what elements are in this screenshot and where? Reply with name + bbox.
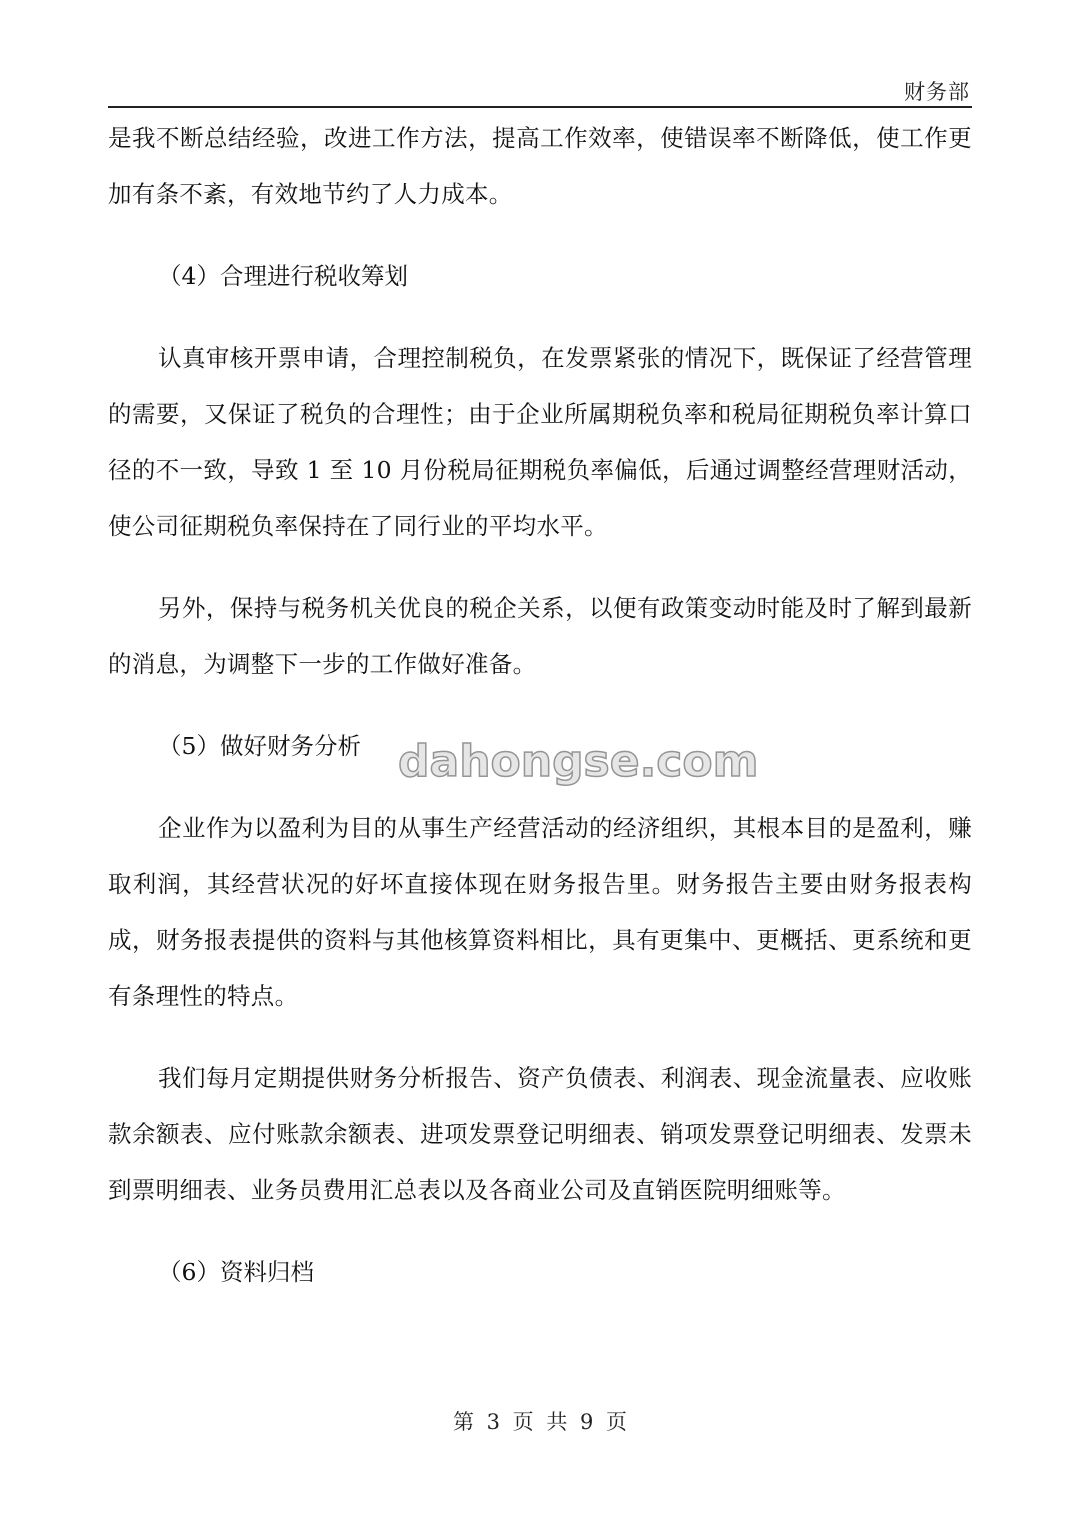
spacer [108, 304, 972, 330]
document-body [108, 110, 972, 1300]
spacer [108, 1024, 972, 1050]
page-number-footer: 第 3 页 共 9 页 [452, 1410, 628, 1434]
paragraph-continuation: 是我不断总结经验，改进工作方法，提高工作效率，使错误率不断降低，使工作更加有条不紊，有效地节约了人力成本。 [108, 124, 972, 208]
spacer [108, 692, 972, 718]
watermark-text: dahongse.com [398, 736, 759, 787]
spacer [108, 1218, 972, 1244]
header-department-label: 财务部 [904, 80, 970, 104]
paragraph-financial-report: 企业作为以盈利为目的从事生产经营活动的经济组织，其根本目的是盈利，赚取利润，其经营状况的好坏直接体现在财务报告里。财务报告主要由财务报表构成，财务报表提供的资料与其他核算资料相比，具有更集中、更概括、更系统和更有条理性的特点。 [108, 814, 972, 1010]
paragraph-monthly-reports: 我们每月定期提供财务分析报告、资产负债表、利润表、现金流量表、应收账款余额表、应付账款余额表、进项发票登记明细表、销项发票登记明细表、发票未到票明细表、业务员费用汇总表以及各商业公司及直销医院明细账等。 [108, 1064, 972, 1204]
section-heading-4: （4）合理进行税收筹划 [158, 262, 408, 290]
paragraph-tax-relations: 另外，保持与税务机关优良的税企关系，以便有政策变动时能及时了解到最新的消息，为调整下一步的工作做好准备。 [108, 594, 972, 678]
spacer [108, 222, 972, 248]
section-heading-6: （6）资料归档 [158, 1258, 314, 1286]
paragraph-tax-review: 认真审核开票申请，合理控制税负，在发票紧张的情况下，既保证了经营管理的需要，又保证了税负的合理性；由于企业所属期税负率和税局征期税负率计算口径的不一致，导致 1 至 10 月份税局征期税负率偏低，后通过调整经营理财活动，使公司征期税负率保持在了同行业的平均水平。 [108, 344, 972, 540]
spacer [108, 554, 972, 580]
section-heading-5: （5）做好财务分析 [158, 732, 361, 760]
header-divider [108, 106, 972, 108]
